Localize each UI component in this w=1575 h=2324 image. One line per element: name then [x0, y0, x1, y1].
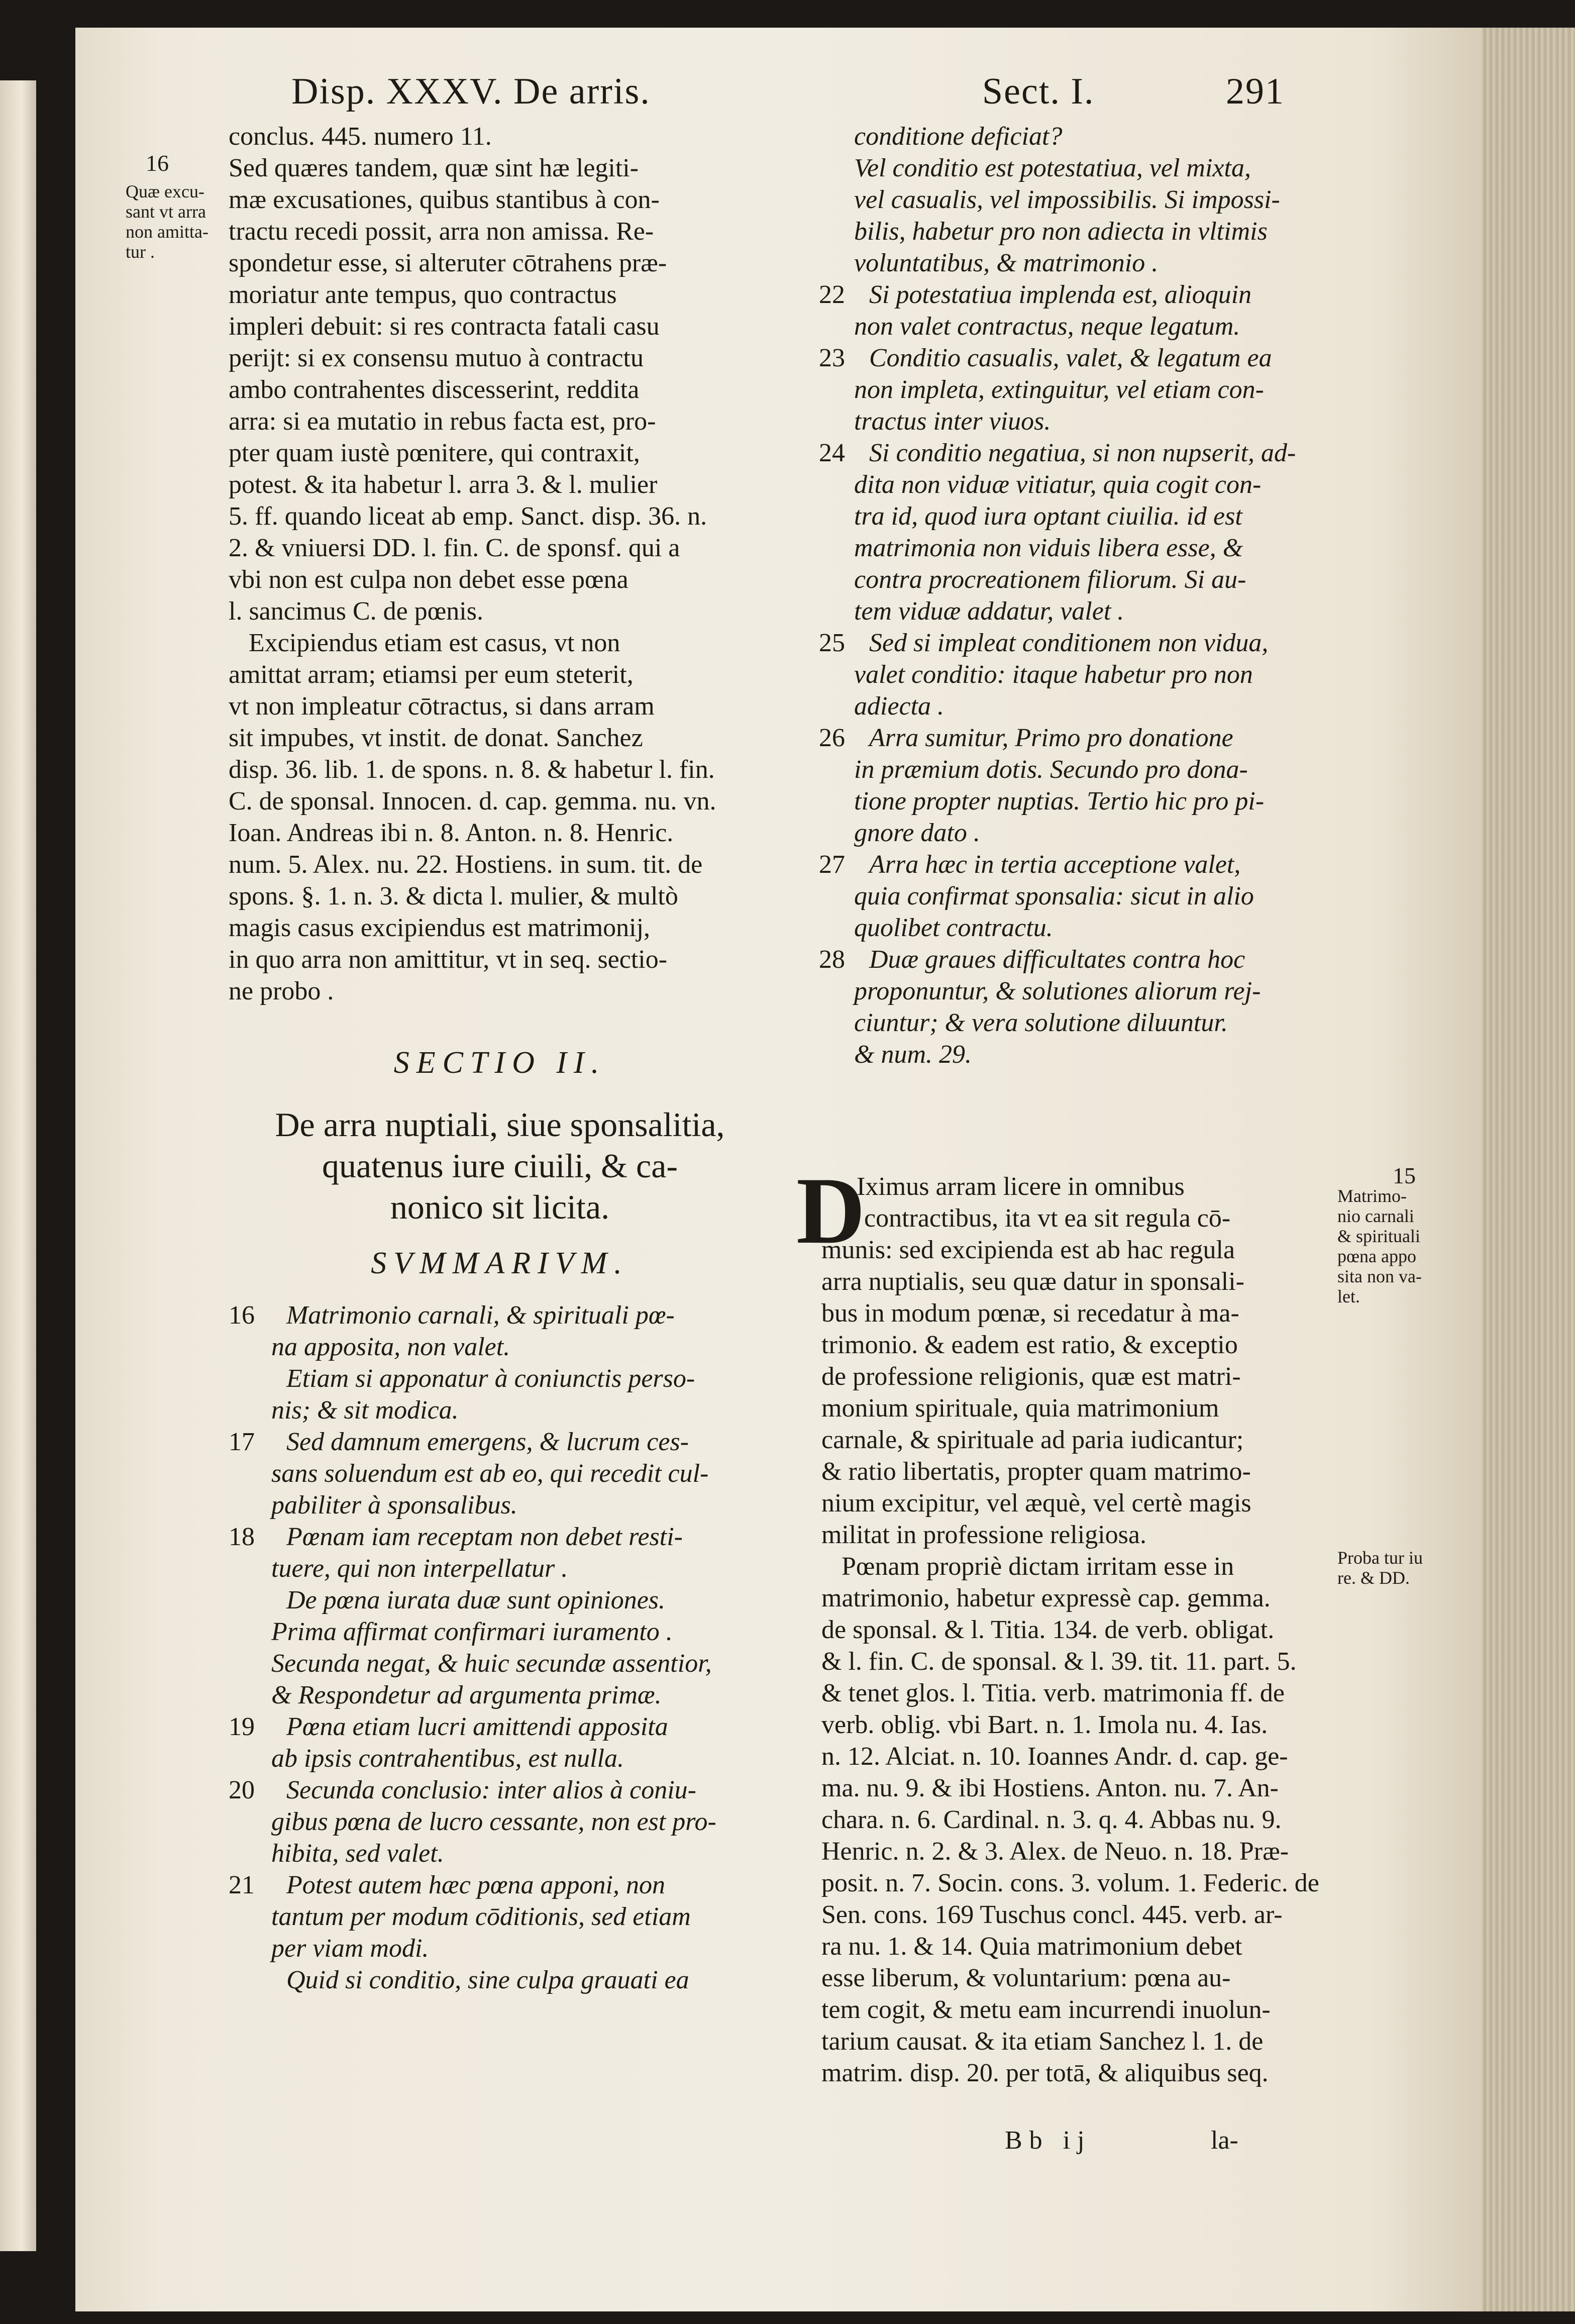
summary-line: valet conditio: itaque habetur pro non	[854, 660, 1253, 689]
body-line: de professione religionis, quæ est matri-	[821, 1362, 1241, 1391]
body-line: pter quam iustè pœnitere, qui contraxit,	[229, 439, 640, 467]
body-line: contractibus, ita vt ea sit regula cō-	[864, 1204, 1231, 1233]
margin-number: 16	[146, 150, 169, 176]
summary-item	[229, 1299, 771, 1363]
summary-item	[229, 1521, 771, 1584]
summary-line: tem viduæ addatur, valet .	[854, 597, 1124, 626]
summary-line: bilis, habetur pro non adiecta in vltimis	[854, 217, 1268, 246]
body-line: Sed quæres tandem, quæ sint hæ legiti-	[229, 154, 639, 182]
summary-line: quia confirmat sponsalia: sicut in alio	[854, 882, 1254, 911]
body-line: n. 12. Alciat. n. 10. Ioannes Andr. d. cap. ge-	[821, 1742, 1288, 1771]
left-column	[229, 121, 771, 1996]
summary-line: non valet contractus, neque legatum.	[854, 312, 1240, 341]
body-line: carnale, & spirituale ad paria iudicantur;	[821, 1426, 1244, 1454]
summary-line: tuere, qui non interpellatur .	[271, 1554, 568, 1583]
margin-line: pœna appo	[1337, 1246, 1416, 1266]
body-line: Ioan. Andreas ibi n. 8. Anton. n. 8. Henric.	[229, 819, 674, 847]
summary-line: tantum per modum cōditionis, sed etiam	[271, 1902, 691, 1931]
summary-line: vel casualis, vel impossibilis. Si impossi-	[854, 185, 1280, 214]
summary-line: Potest autem hæc pœna apponi, non	[286, 1871, 665, 1899]
body-line: matrimonio, habetur expressè cap. gemma.	[821, 1584, 1271, 1612]
body-line: trimonio. & eadem est ratio, & exceptio	[821, 1331, 1238, 1359]
summary-number: 27	[819, 850, 845, 879]
summary-line: contra procreationem filiorum. Si au-	[854, 565, 1246, 594]
body-line: munis: sed excipienda est ab hac regula	[821, 1236, 1235, 1264]
summary-line: Matrimonio carnali, & spirituali pœ-	[286, 1301, 675, 1330]
summary-number: 16	[229, 1301, 255, 1330]
summary-line: Vel conditio est potestatiua, vel mixta,	[854, 154, 1251, 182]
margin-line: & spirituali	[1337, 1226, 1420, 1246]
body-line: militat in professione religiosa.	[821, 1521, 1146, 1549]
body-line: in quo arra non amittitur, vt in seq. sectio-	[229, 945, 668, 974]
summary-line: Conditio casualis, valet, & legatum ea	[869, 344, 1272, 372]
section-title-line: nonico sit licita.	[390, 1188, 610, 1226]
summary-line: Si conditio negatiua, si non nupserit, ad-	[869, 439, 1296, 467]
summary-item	[229, 1426, 771, 1521]
summary-number: 17	[229, 1428, 255, 1456]
summary-item	[229, 1711, 771, 1774]
summary-line: conditione deficiat?	[854, 122, 1063, 151]
summary-line: matrimonia non viduis libera esse, &	[854, 534, 1243, 562]
body-line: sit impubes, vt instit. de donat. Sanchez	[229, 724, 643, 752]
summary-list	[819, 121, 1331, 1070]
summary-line: & num. 29.	[854, 1040, 972, 1069]
summary-line: pabiliter à sponsalibus.	[271, 1491, 517, 1520]
body-line: spons. §. 1. n. 3. & dicta l. mulier, & multò	[229, 882, 678, 911]
summary-line: gnore dato .	[854, 819, 980, 847]
body-line: ma. nu. 9. & ibi Hostiens. Anton. nu. 7. An-	[821, 1774, 1279, 1802]
body-line: Pœnam propriè dictam irritam esse in	[842, 1552, 1234, 1581]
running-head-center: Sect. I.	[982, 71, 1095, 112]
summary-line: tractus inter viuos.	[854, 407, 1051, 436]
summary-item	[819, 722, 1331, 849]
running-head-left: Disp. XXXV. De arris.	[291, 71, 651, 112]
body-line: matrim. disp. 20. per totā, & aliquibus seq.	[821, 2059, 1269, 2087]
summary-line: Pœnam iam receptam non debet resti-	[286, 1523, 683, 1551]
summary-line: adiecta .	[854, 692, 944, 721]
right-column-body	[821, 1171, 1331, 2089]
body-line: conclus. 445. numero 11.	[229, 122, 492, 151]
body-line: chara. n. 6. Cardinal. n. 3. q. 4. Abbas nu. 9.	[821, 1805, 1282, 1834]
body-line: moriatur ante tempus, quo contractus	[229, 280, 617, 309]
summary-line: tione propter nuptias. Tertio hic pro pi-	[854, 787, 1265, 816]
summary-line: dita non viduæ vitiatur, quia cogit con-	[854, 470, 1262, 499]
summary-line: Secunda conclusio: inter alios à coniu-	[286, 1776, 696, 1804]
summary-item	[854, 121, 1331, 152]
summary-item	[271, 1584, 771, 1711]
body-line: esse liberum, & voluntarium: pœna au-	[821, 1964, 1231, 1992]
page-number: 291	[1226, 71, 1285, 112]
summary-number: 23	[819, 344, 845, 372]
summary-item	[854, 152, 1331, 279]
body-line: tarium causat. & ita etiam Sanchez l. 1. de	[821, 2027, 1264, 2056]
body-line: vbi non est culpa non debet esse pœna	[229, 565, 628, 594]
body-line: de sponsal. & l. Titia. 134. de verb. obligat.	[821, 1615, 1275, 1644]
summary-line: nis; & sit modica.	[271, 1396, 459, 1425]
summary-line: na apposita, non valet.	[271, 1333, 510, 1361]
body-line: magis casus excipiendus est matrimonij,	[229, 914, 651, 942]
summary-item	[819, 627, 1331, 722]
summary-line: quolibet contractu.	[854, 914, 1053, 942]
summary-number: 25	[819, 629, 845, 657]
section-title	[229, 1104, 771, 1228]
body-line: posit. n. 7. Socin. cons. 3. volum. 1. Federic. de	[821, 1869, 1319, 1897]
summary-line: Prima affirmat confirmari iuramento .	[271, 1618, 673, 1646]
page-stack-edge	[1482, 28, 1575, 2311]
summary-number: 22	[819, 280, 845, 309]
summary-item	[819, 342, 1331, 437]
summarium-label: SVMMARIVM.	[371, 1246, 629, 1280]
body-line: Excipiendus etiam est casus, vt non	[249, 629, 620, 657]
body-line: arra nuptialis, seu quæ datur in sponsali-	[821, 1267, 1244, 1296]
body-line: amittat arram; etiamsi per eum steterit,	[229, 660, 634, 689]
body-line: & l. fin. C. de sponsal. & l. 39. tit. 11. part. 5.	[821, 1647, 1297, 1676]
body-line: C. de sponsal. Innocen. d. cap. gemma. nu. vn.	[229, 787, 716, 816]
body-line: disp. 36. lib. 1. de spons. n. 8. & habetur l. fin.	[229, 755, 715, 784]
margin-number: 15	[1393, 1163, 1416, 1188]
body-line: ne probo .	[229, 977, 334, 1005]
body-line: monium spirituale, quia matrimonium	[821, 1394, 1219, 1423]
summary-line: Pœna etiam lucri amittendi apposita	[286, 1712, 668, 1741]
summary-line: gibus pœna de lucro cessante, non est pro-	[271, 1807, 716, 1836]
body-line: Henric. n. 2. & 3. Alex. de Neuo. n. 18. Præ-	[821, 1837, 1289, 1866]
summary-line: non impleta, extinguitur, vel etiam con-	[854, 375, 1264, 404]
margin-line: tur .	[126, 242, 155, 262]
summary-item	[819, 437, 1331, 627]
catchword: la-	[1211, 2126, 1238, 2155]
body-line: ambo contrahentes discesserint, reddita	[229, 375, 640, 404]
body-line: num. 5. Alex. nu. 22. Hostiens. in sum. tit. de	[229, 850, 703, 879]
summary-item	[229, 1869, 771, 1964]
body-line: vt non impleatur cōtractus, si dans arram	[229, 692, 655, 721]
body-line: l. sancimus C. de pœnis.	[229, 597, 483, 626]
summary-line: ab ipsis contrahentibus, est nulla.	[271, 1744, 624, 1773]
summary-line: proponuntur, & solutiones aliorum rej-	[854, 977, 1261, 1005]
summary-continuation	[819, 121, 1331, 1070]
left-margin-note	[126, 150, 208, 262]
summary-line: voluntatibus, & matrimonio .	[854, 249, 1159, 277]
summary-item	[229, 1774, 771, 1869]
summary-number: 18	[229, 1523, 255, 1551]
margin-line: Matrimo-	[1337, 1186, 1407, 1206]
summary-line: ciuntur; & vera solutione diluuntur.	[854, 1008, 1228, 1037]
summary-line: per viam modi.	[271, 1934, 429, 1963]
body-line: bus in modum pœnæ, si recedatur à ma-	[821, 1299, 1239, 1328]
margin-line: nio carnali	[1337, 1206, 1414, 1226]
signature-mark: Bb ij	[1005, 2126, 1092, 2155]
summary-list	[229, 1299, 771, 1996]
summary-line: De pœna iurata duæ sunt opiniones.	[286, 1586, 666, 1614]
section-label: SECTIO II.	[393, 1046, 606, 1080]
summary-item	[819, 944, 1331, 1070]
right-margin-note-15	[1337, 1163, 1422, 1306]
section-title-line: De arra nuptiali, siue sponsalitia,	[275, 1105, 725, 1144]
margin-line: let.	[1337, 1286, 1360, 1306]
summary-item	[819, 279, 1331, 342]
summary-number: 19	[229, 1712, 255, 1741]
summary-number: 24	[819, 439, 845, 467]
body-line: potest. & ita habetur l. arra 3. & l. mulier	[229, 470, 658, 499]
right-margin-note-proof	[1337, 1548, 1423, 1588]
body-line: Iximus arram licere in omnibus	[857, 1172, 1185, 1201]
summary-number: 20	[229, 1776, 255, 1804]
summary-line: & Respondetur ad argumenta primæ.	[271, 1681, 662, 1709]
margin-line: re. & DD.	[1337, 1568, 1410, 1588]
body-line: 2. & vniuersi DD. l. fin. C. de sponsf. qui a	[229, 534, 680, 562]
body-line: verb. oblig. vbi Bart. n. 1. Imola nu. 4. Ias.	[821, 1710, 1268, 1739]
summary-line: tra id, quod iura optant ciuilia. id est	[854, 502, 1242, 531]
summary-line: in præmium dotis. Secundo pro dona-	[854, 755, 1248, 784]
margin-line: Proba tur iu	[1337, 1548, 1423, 1568]
section-title-line: quatenus iure ciuili, & ca-	[322, 1147, 678, 1185]
spacer	[229, 1007, 771, 1047]
summary-line: Sed si impleat conditionem non vidua,	[869, 629, 1269, 657]
margin-line: sita non va-	[1337, 1266, 1422, 1286]
summary-number: 26	[819, 724, 845, 752]
drop-cap: D	[796, 1158, 866, 1264]
body-line: nium excipitur, vel æquè, vel certè magis	[821, 1489, 1251, 1518]
body-line: & ratio libertatis, propter quam matrimo-	[821, 1457, 1251, 1486]
summary-item	[819, 849, 1331, 944]
summary-line: Sed damnum emergens, & lucrum ces-	[286, 1428, 689, 1456]
body-line: tractu recedi possit, arra non amissa. Re-	[229, 217, 654, 246]
margin-line: non amitta-	[126, 222, 208, 242]
summary-number: 28	[819, 945, 845, 974]
summary-line: sans soluendum est ab eo, qui recedit cul-	[271, 1459, 709, 1488]
body-line: spondetur esse, si alteruter cōtrahens præ-	[229, 249, 667, 277]
body-line: perijt: si ex consensu mutuo à contractu	[229, 344, 644, 372]
summary-line: hibita, sed valet.	[271, 1839, 444, 1868]
body-line: impleri debuit: si res contracta fatali casu	[229, 312, 660, 341]
margin-line: sant vt arra	[126, 201, 206, 222]
margin-line: Quæ excu-	[126, 181, 204, 201]
body-line: 5. ff. quando liceat ab emp. Sanct. disp. 36. n.	[229, 502, 707, 531]
summary-line: Secunda negat, & huic secundæ assentior,	[271, 1649, 712, 1678]
summary-line: Arra sumitur, Primo pro donatione	[869, 724, 1233, 752]
body-line: Sen. cons. 169 Tuschus concl. 445. verb. ar-	[821, 1900, 1283, 1929]
summary-line: Si potestatiua implenda est, alioquin	[869, 280, 1252, 309]
body-line: tem cogit, & metu eam incurrendi inuolun-	[821, 1995, 1271, 2024]
summary-item	[271, 1363, 771, 1426]
summary-line: Duæ graues difficultates contra hoc	[869, 945, 1245, 974]
body-line: arra: si ea mutatio in rebus facta est, pro-	[229, 407, 656, 436]
summary-number: 21	[229, 1871, 255, 1899]
summary-line: Arra hæc in tertia acceptione valet,	[869, 850, 1241, 879]
summary-item	[271, 1964, 771, 1996]
body-line: ra nu. 1. & 14. Quia matrimonium debet	[821, 1932, 1242, 1961]
body-line: & tenet glos. l. Titia. verb. matrimonia ff. de	[821, 1679, 1285, 1707]
previous-page-edge	[0, 80, 36, 2251]
summary-line: Quid si conditio, sine culpa grauati ea	[286, 1966, 689, 1994]
summary-line: Etiam si apponatur à coniunctis perso-	[286, 1364, 695, 1393]
body-line: mæ excusationes, quibus stantibus à con-	[229, 185, 660, 214]
